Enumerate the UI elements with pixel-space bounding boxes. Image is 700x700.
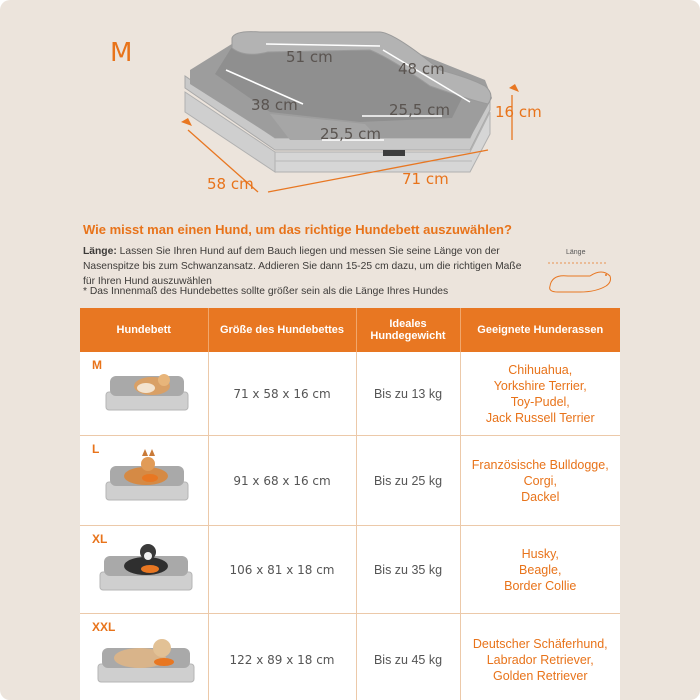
length-text: Lassen Sie Ihren Hund auf dem Bauch liegen und messen Sie seine Länge von der Nasenspitze bis zum Schwanzansatz. Addieren Sie dann 15-25 cm dazu, um die richtigen Maße für Ihren Hund auszuwählen <box>83 246 522 287</box>
measure-instructions <box>83 244 523 289</box>
suitable-breeds <box>460 436 620 526</box>
row-size-label: L <box>92 442 100 456</box>
bed-dimensions: 122 x 89 x 18 cm <box>208 614 356 700</box>
dim-outer-depth: 58 cm <box>207 175 254 193</box>
suitable-breeds <box>460 614 620 700</box>
bed-image-cell <box>80 352 208 436</box>
bed-illustration <box>0 0 700 215</box>
breed-item: Jack Russell Terrier <box>485 410 595 425</box>
table-row <box>80 526 620 614</box>
dim-outer-width: 71 cm <box>402 170 449 188</box>
measure-question: Wie misst man einen Hund, um das richtige Hundebett auszuwählen? <box>83 222 512 237</box>
ideal-weight: Bis zu 25 kg <box>356 436 460 526</box>
suitable-breeds <box>460 526 620 614</box>
breed-item: Yorkshire Terrier, <box>493 378 587 393</box>
inner-size-note: * Das Innenmaß des Hundebettes sollte größer sein als die Länge Ihres Hundes <box>83 286 449 297</box>
bed-dimensions: 106 x 81 x 18 cm <box>208 526 356 614</box>
bed-image-cell <box>80 614 208 700</box>
bed-with-dog-image <box>84 436 212 522</box>
breed-item: Golden Retriever <box>493 668 588 683</box>
header-breeds: Geeignete Hunderassen <box>460 308 620 352</box>
header-bed: Hundebett <box>80 308 208 352</box>
ideal-weight: Bis zu 45 kg <box>356 614 460 700</box>
bed-dimensions: 71 x 58 x 16 cm <box>208 352 356 436</box>
row-size-label: XL <box>92 532 108 546</box>
breed-item: Beagle, <box>519 562 562 577</box>
ideal-weight: Bis zu 13 kg <box>356 352 460 436</box>
breed-item: Border Collie <box>504 578 577 593</box>
diagram-length-label: Länge <box>566 249 586 256</box>
dim-inner-width: 51 cm <box>286 48 333 66</box>
breed-item: Husky, <box>521 546 559 561</box>
header-weight: Ideales Hundegewicht <box>356 308 460 352</box>
breed-item: Deutscher Schäferhund, <box>472 636 608 651</box>
size-label: M <box>110 38 133 68</box>
breed-item: Corgi, <box>523 473 557 488</box>
dim-height: 16 cm <box>495 103 542 121</box>
header-size: Größe des Hundebettes <box>208 308 356 352</box>
table-row <box>80 352 620 436</box>
row-size-label: M <box>92 358 102 372</box>
breed-item: Toy-Pudel, <box>510 394 570 409</box>
breed-item: Dackel <box>521 489 560 504</box>
ideal-weight: Bis zu 35 kg <box>356 526 460 614</box>
bed-with-dog-image <box>84 352 212 432</box>
length-label: Länge: <box>83 246 117 257</box>
bed-image-cell <box>80 526 208 614</box>
breed-item: Chihuahua, <box>508 362 573 377</box>
dim-inner-side: 48 cm <box>398 60 445 78</box>
dim-inner-depth: 38 cm <box>251 96 298 114</box>
breed-item: Französische Bulldogge, <box>471 457 609 472</box>
bed-image-cell <box>80 436 208 526</box>
bed-dimensions: 91 x 68 x 16 cm <box>208 436 356 526</box>
row-size-label: XXL <box>92 620 116 634</box>
dim-bolster-right: 25,5 cm <box>389 101 451 119</box>
table-header-row <box>80 308 620 352</box>
size-table <box>80 308 620 700</box>
table-row <box>80 436 620 526</box>
table-row <box>80 614 620 700</box>
dim-bolster-front: 25,5 cm <box>320 125 382 143</box>
suitable-breeds <box>460 352 620 436</box>
breed-item: Labrador Retriever, <box>486 652 594 667</box>
